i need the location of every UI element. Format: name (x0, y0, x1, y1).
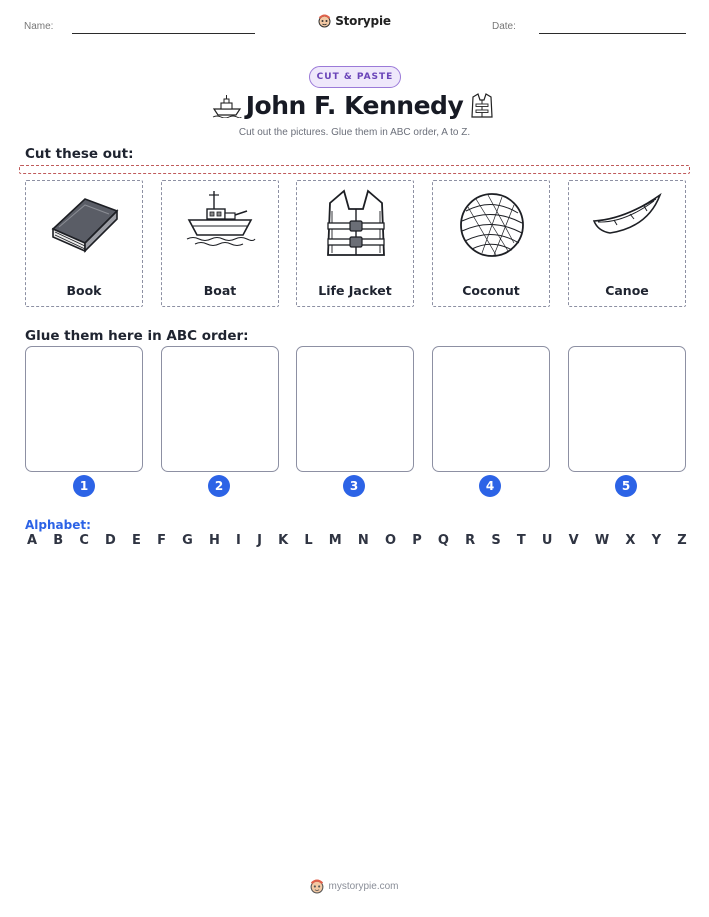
slot-number-5: 5 (615, 475, 637, 497)
card-label-canoe: Canoe (605, 283, 649, 298)
picture-card-life-jacket[interactable] (296, 180, 414, 307)
slot-number-2: 2 (208, 475, 230, 497)
alphabet-letter: K (278, 533, 289, 548)
activity-tag: CUT & PASTE (309, 66, 401, 88)
glue-slot-4[interactable] (432, 346, 550, 472)
glue-slot-1[interactable] (25, 346, 143, 472)
alphabet-letter: L (304, 533, 313, 548)
alphabet-letter: H (208, 533, 220, 548)
alphabet-letter: S (491, 533, 501, 548)
alphabet-letter: Z (677, 533, 687, 548)
glue-slot-3[interactable] (296, 346, 414, 472)
card-label-coconut: Coconut (462, 283, 520, 298)
slot-number-4: 4 (479, 475, 501, 497)
life-jacket-icon (316, 187, 396, 267)
alphabet-letter: C (79, 533, 89, 548)
alphabet-letter: P (412, 533, 422, 548)
name-label: Name: (24, 21, 54, 32)
alphabet-letter: X (625, 533, 636, 548)
card-label-book: Book (66, 283, 102, 298)
slot-number-3: 3 (343, 475, 365, 497)
alphabet-letter: I (236, 533, 241, 548)
storypie-mascot-icon (318, 14, 331, 28)
alphabet-letter: J (257, 533, 262, 548)
canoe-icon (588, 187, 668, 267)
book-icon (45, 187, 125, 267)
slot-number-1: 1 (73, 475, 95, 497)
cut-section-heading: Cut these out: (25, 146, 134, 162)
alphabet-letter: U (541, 533, 553, 548)
card-label-boat: Boat (203, 283, 237, 298)
alphabet-letter: B (53, 533, 64, 548)
glue-section-heading: Glue them here in ABC order: (25, 328, 249, 344)
alphabet-letter: D (105, 533, 116, 548)
alphabet-letter: N (357, 533, 369, 548)
alphabet-letter: V (568, 533, 579, 548)
life-jacket-title-icon (469, 92, 495, 120)
alphabet-letter: W (594, 533, 610, 548)
picture-card-canoe[interactable] (568, 180, 686, 307)
alphabet-letter: R (465, 533, 476, 548)
alphabet-letter: Y (651, 533, 662, 548)
footer (0, 879, 709, 894)
picture-card-book[interactable] (25, 180, 143, 307)
alphabet-letter: O (384, 533, 397, 548)
alphabet-letter: A (27, 533, 38, 548)
instructions: Cut out the pictures. Glue them in ABC order, A to Z. (238, 127, 471, 138)
picture-card-coconut[interactable] (432, 180, 550, 307)
brand-name: Storypie (335, 14, 391, 28)
alphabet-letter: E (132, 533, 141, 548)
cut-line (19, 165, 690, 174)
coconut-icon (452, 187, 532, 267)
date-line[interactable] (539, 33, 686, 34)
brand-logo (0, 14, 709, 28)
alphabet-heading: Alphabet: (25, 518, 91, 532)
alphabet-letter: G (182, 533, 193, 548)
alphabet-row (27, 533, 687, 548)
name-line[interactable] (72, 33, 255, 34)
footer-url[interactable]: mystorypie.com (328, 881, 399, 892)
card-label-life-jacket: Life Jacket (318, 283, 392, 298)
glue-slot-2[interactable] (161, 346, 279, 472)
storypie-mascot-icon (310, 879, 324, 894)
alphabet-letter: Q (437, 533, 449, 548)
alphabet-letter: M (328, 533, 342, 548)
page-title: John F. Kennedy (245, 91, 464, 120)
boat-icon (181, 187, 261, 267)
picture-card-boat[interactable] (161, 180, 279, 307)
glue-slot-5[interactable] (568, 346, 686, 472)
alphabet-letter: F (157, 533, 166, 548)
alphabet-letter: T (516, 533, 526, 548)
date-label: Date: (492, 21, 516, 32)
